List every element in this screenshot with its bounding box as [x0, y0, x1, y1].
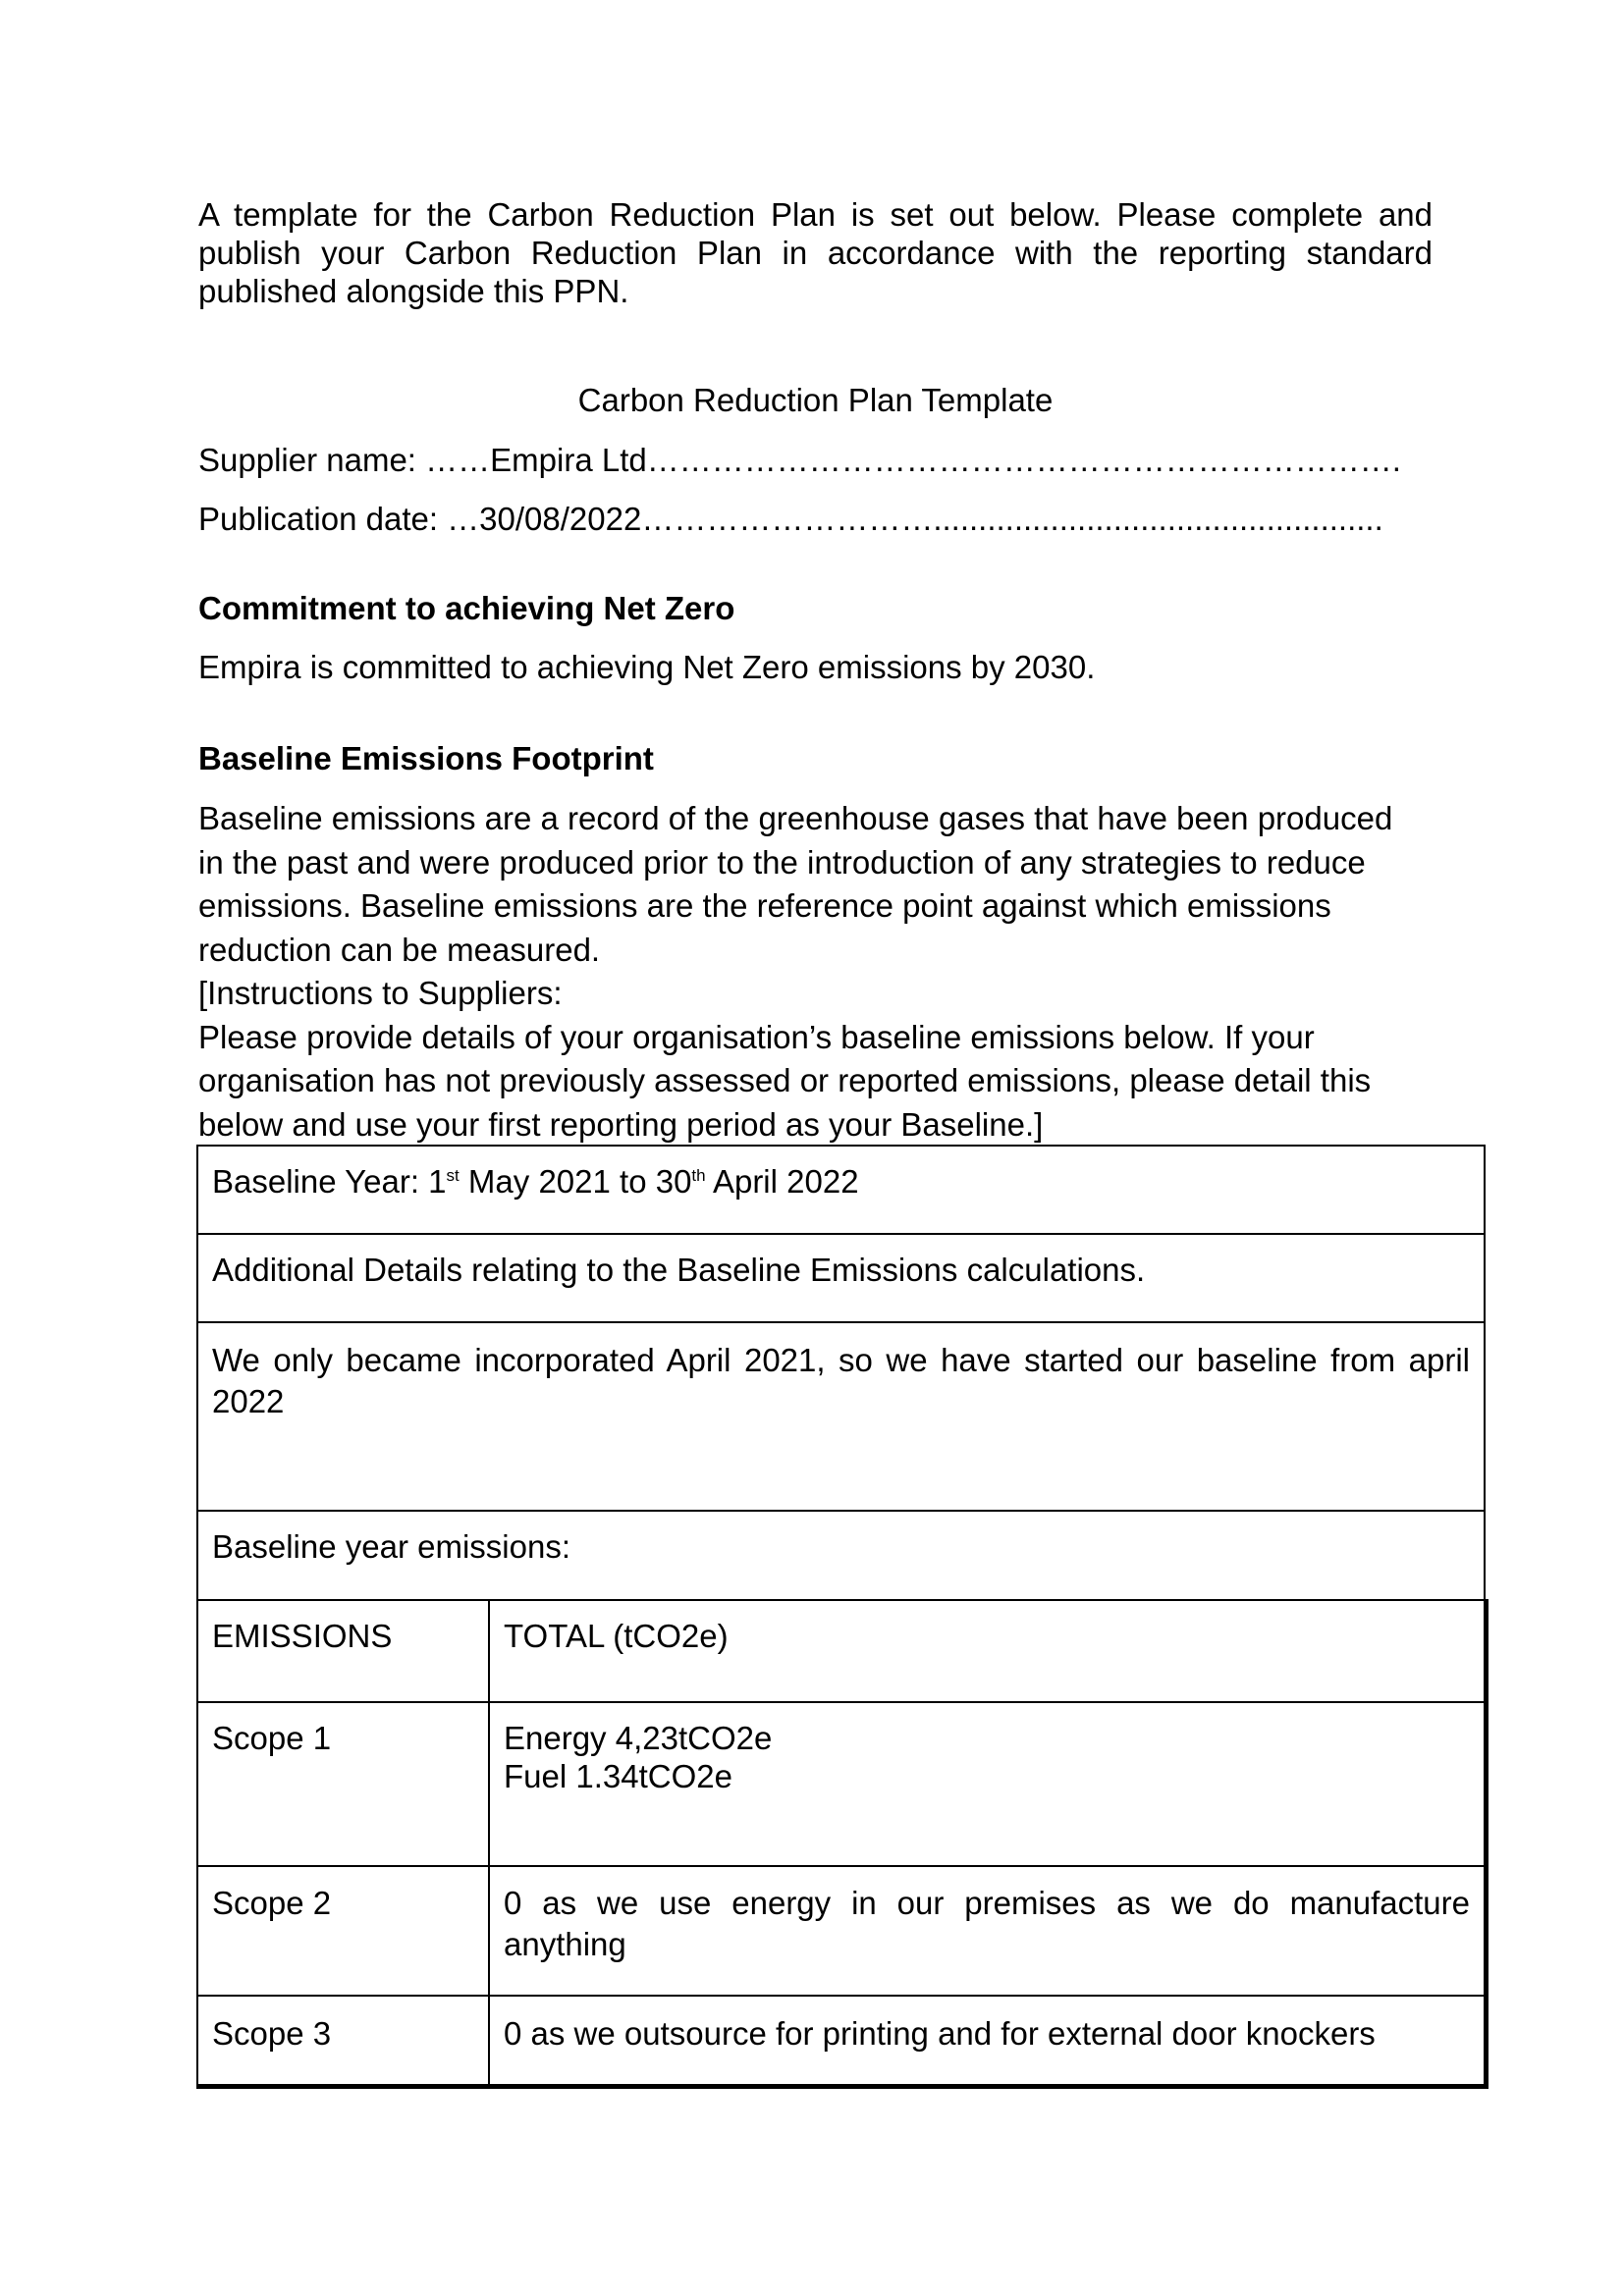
scope-cell: Scope 1	[197, 1702, 489, 1866]
publication-date-field	[198, 498, 1426, 541]
baseline-year-row	[198, 1147, 1484, 1235]
instructions-line: below and use your first reporting period as your Baseline.]	[198, 1105, 1044, 1143]
total-cell	[489, 1702, 1487, 1866]
ordinal-suffix: st	[446, 1166, 460, 1185]
emissions-header-row	[197, 1600, 1487, 1702]
total-line: Energy 4,23tCO2e	[504, 1720, 773, 1756]
header-total: TOTAL (tCO2e)	[489, 1600, 1487, 1702]
baseline-year-end: April 2022	[705, 1163, 859, 1200]
additional-details-label-row: Additional Details relating to the Baseline Emissions calculations.	[198, 1235, 1484, 1323]
emissions-table	[196, 1599, 1489, 2089]
instructions-line: Please provide details of your organisation’s baseline emissions below. If your	[198, 1018, 1315, 1055]
baseline-heading: Baseline Emissions Footprint	[198, 740, 654, 776]
publication-date-label: Publication date:	[198, 501, 448, 537]
baseline-emissions-label-row: Baseline year emissions:	[212, 1528, 570, 1565]
additional-details-text-row: We only became incorporated April 2021, so we have started our baseline from april 2022	[198, 1323, 1484, 1512]
total-line: Fuel 1.34tCO2e	[504, 1758, 732, 1794]
instructions-line: [Instructions to Suppliers:	[198, 975, 563, 1011]
baseline-line: in the past and were produced prior to the introduction of any strategies to reduce	[198, 843, 1366, 881]
scope-cell: Scope 3	[197, 1996, 489, 2086]
scope-cell: Scope 2	[197, 1866, 489, 1996]
publication-date-value: …30/08/2022………………………..................................................	[447, 501, 1383, 537]
table-row	[197, 1866, 1487, 1996]
instructions-line: organisation has not previously assessed or reported emissions, please detail this	[198, 1062, 1372, 1098]
intro-paragraph: A template for the Carbon Reduction Plan is set out below. Please complete and publish your Carbon Reduction Plan in accordance with the reporting standard published alongside this PPN.	[198, 196, 1433, 309]
supplier-name-value: ……Empira Ltd…………………………………………………………….	[425, 442, 1401, 478]
baseline-paragraph	[198, 797, 1426, 1147]
baseline-year-mid: May 2021 to 30	[459, 1163, 692, 1200]
supplier-name-field	[198, 439, 1426, 482]
table-row	[197, 1702, 1487, 1866]
ordinal-suffix: th	[691, 1166, 706, 1185]
commitment-heading: Commitment to achieving Net Zero	[198, 590, 735, 626]
commitment-text: Empira is committed to achieving Net Zero emissions by 2030.	[198, 649, 1096, 685]
total-cell: 0 as we outsource for printing and for external door knockers	[489, 1996, 1487, 2086]
baseline-line: Baseline emissions are a record of the greenhouse gases that have been produced	[198, 800, 1393, 836]
baseline-line: reduction can be measured.	[198, 931, 601, 968]
total-cell: 0 as we use energy in our premises as we do manufacture anything	[489, 1866, 1487, 1996]
baseline-year-label: Baseline Year: 1	[212, 1163, 447, 1200]
template-title: Carbon Reduction Plan Template	[577, 382, 1054, 418]
baseline-line: emissions. Baseline emissions are the reference point against which emissions	[198, 887, 1331, 924]
supplier-name-label: Supplier name:	[198, 442, 426, 478]
baseline-table	[196, 1145, 1486, 1599]
table-row	[197, 1996, 1487, 2086]
header-emissions: EMISSIONS	[197, 1600, 489, 1702]
